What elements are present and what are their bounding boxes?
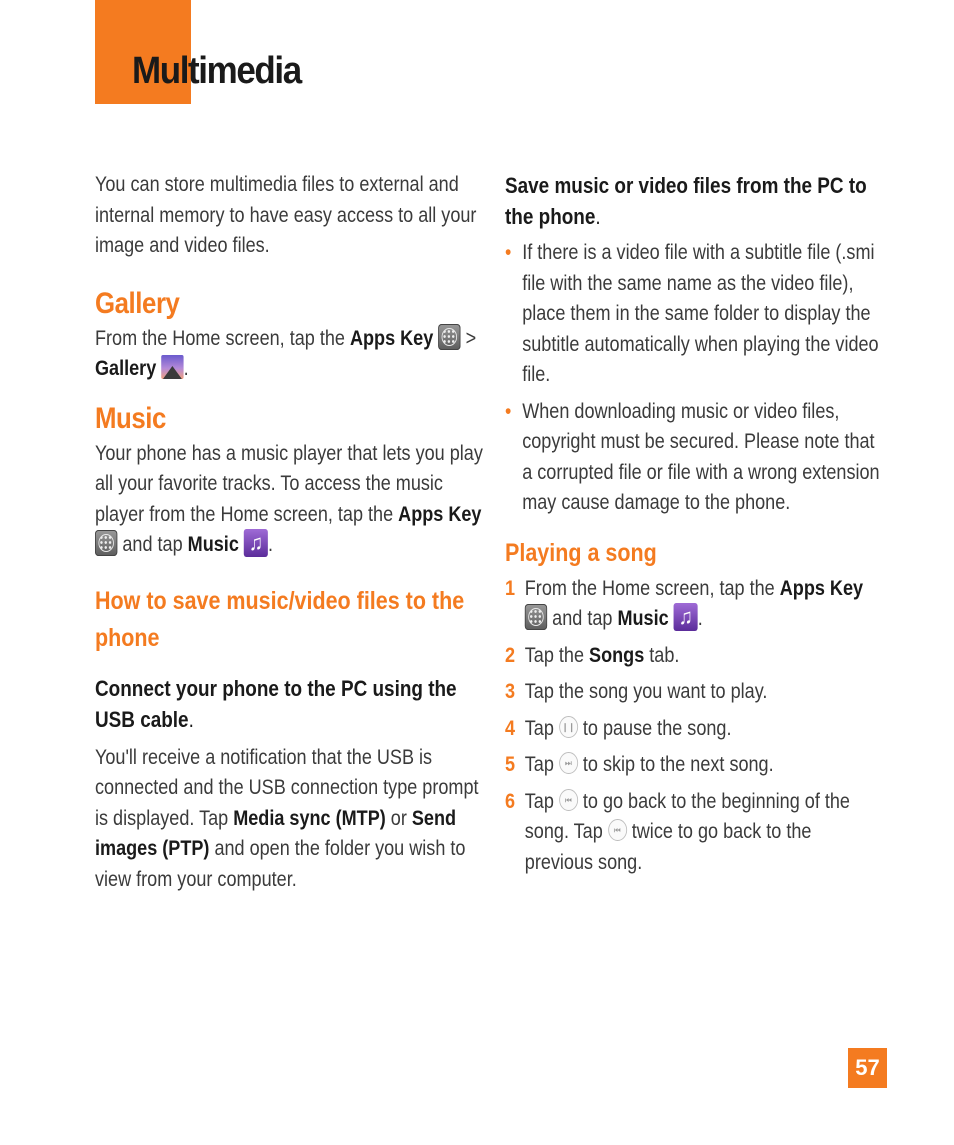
gallery-icon xyxy=(161,355,183,379)
intro-text: You can store multimedia files to external and internal memory to have easy access to all your image and video files. xyxy=(95,173,477,257)
skip-previous-icon: ⏮ xyxy=(559,789,578,811)
save-from-pc-heading xyxy=(505,170,884,232)
bullet-text: When downloading music or video files, copyright must be secured. Please note that a corrupted file or file with a wrong extension may cause damage to the phone. xyxy=(522,399,880,514)
pause-icon: ❙❙ xyxy=(559,716,578,738)
step-text: Tap xyxy=(524,753,554,776)
page-number: 57 xyxy=(848,1048,887,1088)
skip-previous-icon: ⏮ xyxy=(608,819,627,841)
separator: > xyxy=(465,326,477,350)
usb-notification-text xyxy=(95,743,484,896)
step-item xyxy=(505,677,884,708)
gallery-heading: Gallery xyxy=(95,286,180,320)
step-text: Tap xyxy=(524,789,554,813)
step-text: Tap the song you want to play. xyxy=(524,680,768,703)
gallery-text: From the Home screen, tap the xyxy=(95,326,345,350)
music-icon: ♫ xyxy=(674,603,698,631)
bullet-dot: • xyxy=(505,241,512,264)
right-column xyxy=(505,170,885,884)
music-instructions xyxy=(95,439,484,561)
playing-a-song-heading: Playing a song xyxy=(505,538,657,567)
apps-key-label: Apps Key xyxy=(398,502,482,526)
step-text: Tap the xyxy=(524,643,585,667)
bullet-item xyxy=(505,397,884,519)
music-text: Your phone has a music player that lets you play all your favorite tracks. To access the music player from the Home screen, tap the xyxy=(95,441,483,526)
step-text: tab. xyxy=(649,643,680,667)
step-number: 6 xyxy=(505,789,516,813)
or-text: or xyxy=(390,806,407,830)
step-text: to pause the song. xyxy=(582,716,732,740)
gallery-end: . xyxy=(183,357,189,380)
step-text: Tap xyxy=(524,716,554,740)
bullet-item xyxy=(505,238,884,391)
gallery-instructions xyxy=(95,324,484,385)
playing-steps xyxy=(505,574,884,879)
save-heading-end: . xyxy=(595,204,601,229)
skip-next-icon: ⏭ xyxy=(559,752,578,774)
music-label: Music xyxy=(187,533,239,556)
page-title: Multimedia xyxy=(132,50,301,92)
apps-key-icon xyxy=(95,530,117,556)
step-end: . xyxy=(697,607,703,630)
bullet-text: If there is a video file with a subtitle file (.smi file with the same name as the video file), place them in the same folder to display the subtitle automatically when playing the video file. xyxy=(522,241,879,386)
left-column xyxy=(95,170,485,895)
music-icon: ♫ xyxy=(244,529,268,557)
save-from-pc-heading-text: Save music or video files from the PC to the phone xyxy=(505,173,867,229)
usb-para-start: You'll receive a notification that the USB is connected and the USB connection type prompt is displayed. Tap xyxy=(95,745,479,830)
music-end: . xyxy=(267,533,273,556)
apps-key-icon xyxy=(525,604,547,630)
step-item xyxy=(505,714,884,745)
step-item xyxy=(505,750,884,781)
usb-para-end: and open the folder you wish to view from your computer. xyxy=(95,837,466,891)
step-number: 3 xyxy=(505,680,516,703)
step-number: 5 xyxy=(505,753,516,776)
step-item xyxy=(505,641,884,672)
apps-key-label: Apps Key xyxy=(349,326,434,350)
and-tap-text: and tap xyxy=(122,533,183,556)
music-heading: Music xyxy=(95,401,166,435)
step-number: 2 xyxy=(505,643,516,667)
step-text: to skip to the next song. xyxy=(582,753,774,776)
step-text: From the Home screen, tap the xyxy=(524,576,775,600)
connect-usb-heading-end: . xyxy=(188,706,194,732)
how-to-save-heading: How to save music/video files to the phone xyxy=(95,586,465,652)
bullet-dot: • xyxy=(505,399,512,423)
apps-key-icon xyxy=(438,324,460,350)
send-images-label: Send images (PTP) xyxy=(95,806,457,860)
step-number: 4 xyxy=(505,716,516,740)
save-bullets xyxy=(505,238,884,519)
step-text: to go back to the beginning of the song. Tap xyxy=(524,789,850,843)
connect-usb-heading xyxy=(95,673,484,735)
step-item xyxy=(505,574,884,635)
apps-key-label: Apps Key xyxy=(779,576,864,600)
connect-usb-heading-text: Connect your phone to the PC using the USB cable xyxy=(95,675,457,732)
step-number: 1 xyxy=(505,576,516,600)
gallery-label: Gallery xyxy=(95,357,157,380)
songs-tab-label: Songs xyxy=(589,643,645,667)
music-label: Music xyxy=(617,607,669,630)
media-sync-label: Media sync (MTP) xyxy=(233,806,386,830)
and-tap-text: and tap xyxy=(552,607,613,630)
step-item xyxy=(505,787,884,879)
step-text: twice to go back to the previous song. xyxy=(524,820,812,874)
